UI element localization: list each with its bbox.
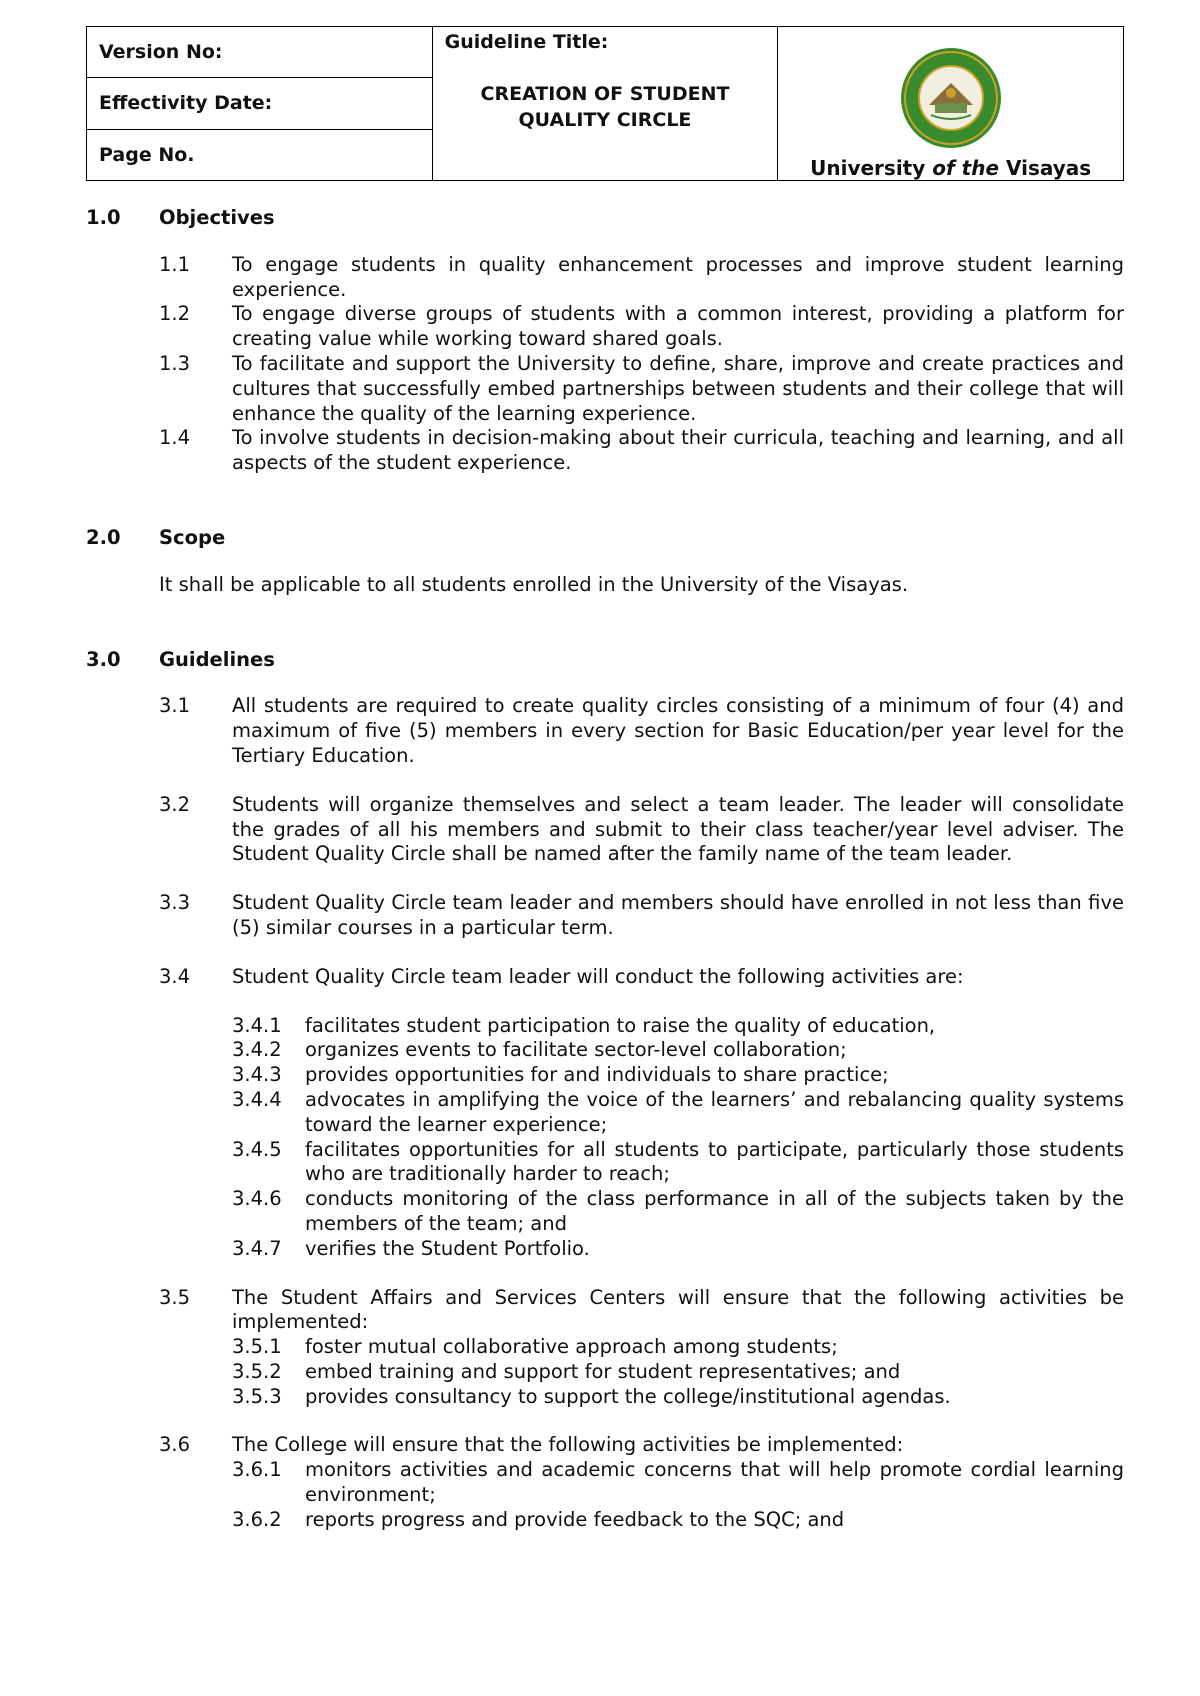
section-scope-heading: 2.0 Scope bbox=[86, 525, 226, 549]
sub-item: 3.4.4 advocates in amplifying the voice of the learners’ and rebalancing quality systems toward the learner experience; bbox=[232, 1087, 1124, 1136]
logo-cell bbox=[778, 27, 1124, 181]
effectivity-label: Effectivity Date: bbox=[87, 78, 433, 129]
version-label: Version No: bbox=[87, 27, 433, 78]
list-item: 1.1 To engage students in quality enhancement processes and improve student learning experience. bbox=[159, 252, 1124, 301]
list-item: 3.6 The College will ensure that the following activities be implemented: bbox=[159, 1433, 904, 1457]
list-item: 3.4 Student Quality Circle team leader will conduct the following activities are: bbox=[159, 964, 964, 988]
sub-item: 3.4.1 facilitates student participation to raise the quality of education, bbox=[232, 1013, 936, 1037]
guideline-title-line-1: CREATION OF STUDENT bbox=[480, 83, 730, 105]
sublist-3-5 bbox=[232, 1335, 1124, 1409]
list-item: 3.3 Student Quality Circle team leader and members should have enrolled in not less than five (5) similar courses in a particular term. bbox=[159, 891, 1124, 939]
university-name: University of the Visayas bbox=[810, 156, 1092, 180]
scope-text: It shall be applicable to all students enrolled in the University of the Visayas. bbox=[159, 572, 909, 596]
sub-item: 3.4.7 verifies the Student Portfolio. bbox=[232, 1236, 590, 1260]
guideline-title bbox=[445, 81, 766, 133]
list-item: 1.2 To engage diverse groups of students with a common interest, providing a platform for creating value while working toward shared goals. bbox=[159, 302, 1124, 351]
list-item: 1.4 To involve students in decision-making about their curricula, teaching and learning, and all aspects of the student experience. bbox=[159, 426, 1124, 475]
list-item: 3.1 All students are required to create quality circles consisting of a minimum of four (4) and maximum of five (5) members in every section for Basic Education/per year level for the Tertiary Education. bbox=[159, 694, 1124, 767]
section-objectives-heading: 1.0 Objectives bbox=[86, 206, 275, 229]
sub-item: 3.5.2 embed training and support for student representatives; and bbox=[232, 1359, 901, 1383]
sub-item: 3.4.5 facilitates opportunities for all students to participate, particularly those students who are traditionally harder to reach; bbox=[232, 1137, 1124, 1186]
page-label: Page No. bbox=[87, 129, 433, 180]
sub-item: 3.5.3 provides consultancy to support the college/institutional agendas. bbox=[232, 1384, 951, 1408]
sublist-3-4 bbox=[232, 1014, 1124, 1262]
sub-item: 3.4.2 organizes events to facilitate sector-level collaboration; bbox=[232, 1038, 847, 1062]
sub-item: 3.5.1 foster mutual collaborative approach among students; bbox=[232, 1335, 838, 1359]
guideline-cell bbox=[432, 27, 778, 181]
sub-item: 3.6.1 monitors activities and academic concerns that will help promote cordial learning environment; bbox=[232, 1458, 1124, 1507]
sub-item: 3.4.3 provides opportunities for and individuals to share practice; bbox=[232, 1063, 889, 1087]
university-seal-icon bbox=[891, 45, 1011, 151]
list-item: 3.5 The Student Affairs and Services Centers will ensure that the following activities be implemented: bbox=[159, 1285, 1124, 1334]
objectives-list bbox=[159, 253, 1124, 476]
sub-item: 3.6.2 reports progress and provide feedback to the SQC; and bbox=[232, 1507, 845, 1531]
guideline-title-line-2: QUALITY CIRCLE bbox=[518, 109, 692, 131]
list-item: 1.3 To facilitate and support the University to define, share, improve and create practices and cultures that successfully embed partnerships between students and their college that will enhance the quality of the learning experience. bbox=[159, 351, 1124, 425]
guideline-label: Guideline Title: bbox=[444, 31, 609, 53]
document-body bbox=[86, 206, 1124, 1533]
list-item: 3.2 Students will organize themselves and select a team leader. The leader will consolidate the grades of all his members and submit to their class teacher/year level adviser. The Student Quality Circle shall be named after the family name of the team leader. bbox=[159, 792, 1124, 866]
header-table bbox=[86, 26, 1124, 181]
section-guidelines-heading: 3.0 Guidelines bbox=[86, 647, 275, 671]
sublist-3-6 bbox=[232, 1458, 1124, 1532]
guidelines-list bbox=[159, 694, 1124, 1532]
sub-item: 3.4.6 conducts monitoring of the class performance in all of the subjects taken by the members of the team; and bbox=[232, 1187, 1124, 1235]
